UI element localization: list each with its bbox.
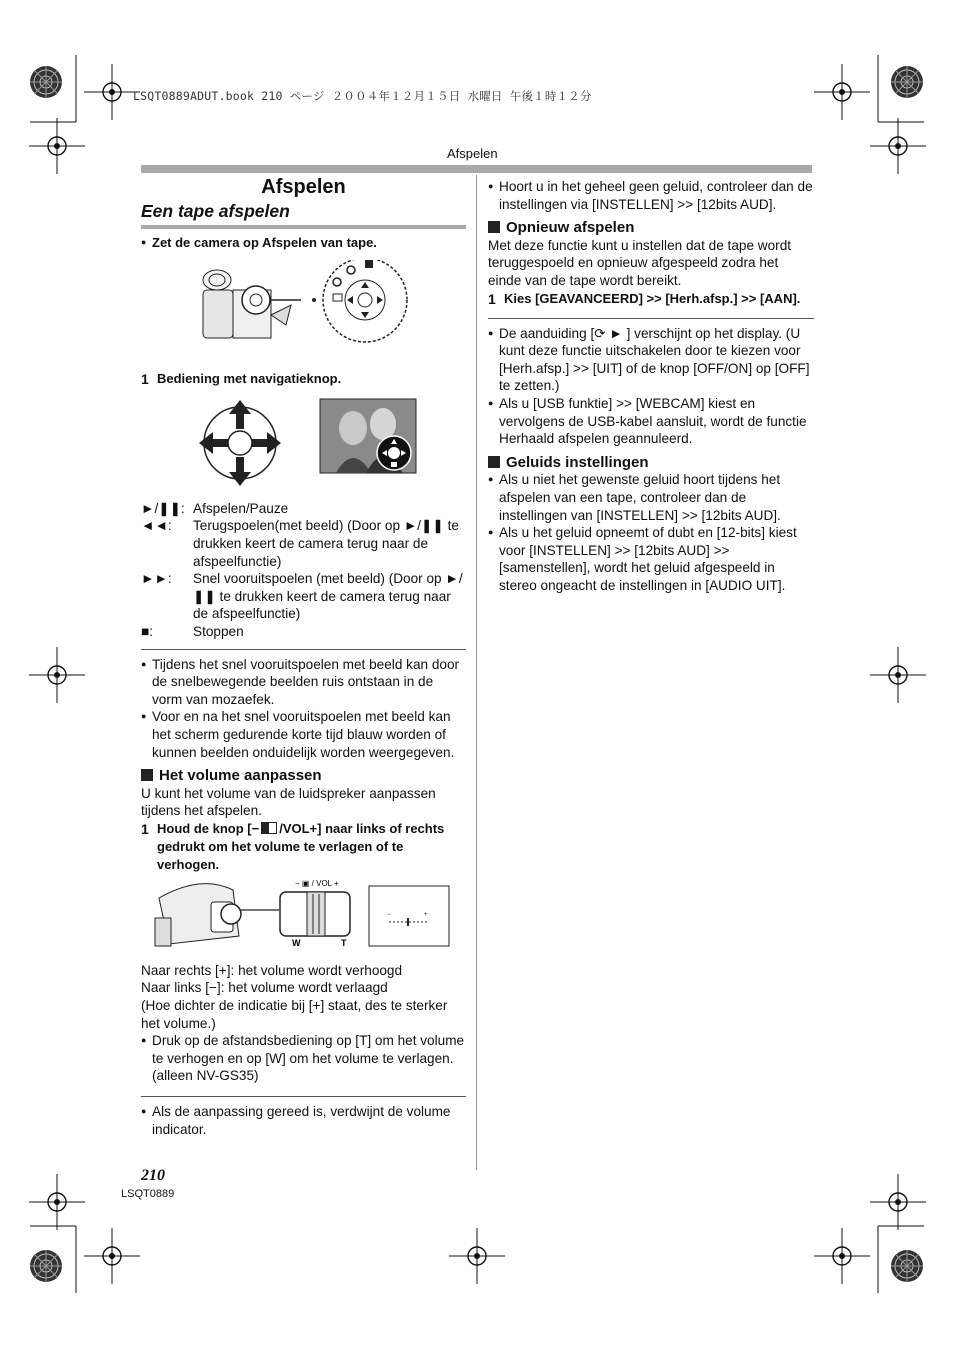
section-heading-repeat [488, 219, 814, 237]
section-heading-text: Opnieuw afspelen [506, 219, 635, 237]
step-number: 1 [488, 290, 496, 307]
camera-body-illustration [203, 270, 301, 338]
volume-line: (Hoe dichter de indicatie bij [+] staat, des te sterker het volume.) [141, 998, 448, 1031]
volume-remote-bullet: ● Druk op de afstandsbediening op [T] om het volume te verhogen en op [W] om het volume te verlagen. (alleen NV-GS35) [141, 1032, 466, 1085]
svg-text:−: − [387, 911, 391, 918]
step-1 [141, 370, 466, 388]
step-1-number: 1 [141, 370, 149, 387]
joystick-illustration [199, 400, 281, 486]
key-row-stop [141, 623, 466, 641]
divider [141, 649, 466, 650]
square-bullet-icon [141, 769, 153, 781]
section-heading-volume [141, 767, 466, 785]
key-function-list [141, 500, 466, 641]
playback-screen-illustration [320, 399, 416, 473]
vol-lever-illustration [280, 892, 350, 936]
key-row-play-pause [141, 500, 466, 518]
step-number: 1 [141, 820, 149, 837]
step-text-start: Houd de knop [− [157, 820, 260, 836]
repeat-intro: Met deze functie kunt u instellen dat de tape wordt teruggespoeld en opnieuw afgespeeld zodra het einde van de tape wordt bereikt. [488, 237, 792, 288]
key-label: ■: [141, 623, 153, 639]
square-bullet-icon [488, 221, 500, 233]
right-column [488, 178, 814, 594]
key-description: Snel vooruitspoelen (met beeld) (Door op ►/❚❚ te drukken keert de camera terug naar de afspeelfunctie) [193, 571, 463, 622]
print-info-line: LSQT0889ADUT.book 210 ページ ２００４年１２月１５日 水曜日 午後１時１２分 [133, 89, 592, 103]
key-row-rewind [141, 517, 466, 570]
volume-line: Naar rechts [+]: het volume wordt verhoogd [141, 962, 403, 978]
mode-dial-illustration [323, 260, 407, 342]
volume-line: Naar links [−]: het volume wordt verlaagd [141, 980, 388, 996]
section-subtitle: Een tape afspelen [141, 203, 466, 230]
note-bullet: ● Als u het geluid opneemt of dubt en [12-bits] kiest voor [INSTELLEN] >> [12bits AUD] >> [samenstellen], wordt het geluid afgespeeld in stereo ongeacht de instellingen in [AUDIO UIT]. [488, 524, 814, 594]
page-title: Afspelen [261, 176, 346, 198]
header-bar [141, 165, 812, 173]
note-bullet: ● Als de aanpassing gereed is, verdwijnt de volume indicator. [141, 1103, 466, 1138]
divider [488, 318, 814, 319]
step-text-end: /VOL+] naar links of rechts gedrukt om het volume te verlagen of te verhogen. [157, 820, 445, 872]
section-heading-text: Het volume aanpassen [159, 767, 322, 785]
key-description: Terugspoelen(met beeld) (Door op ►/❚❚ te drukken keert de camera terug naar de afspeelfunctie) [193, 518, 459, 569]
page-code: LSQT0889 [121, 1188, 175, 1200]
t-label: T [341, 937, 347, 948]
vol-lever-label: − ▣ / VOL + [295, 879, 339, 888]
note-bullet: ● Tijdens het snel vooruitspoelen met beeld kan door de snelbewegende beelden ruis ontstaan in de vorm van mozaefek. [141, 656, 466, 709]
repeat-step-1 [488, 290, 814, 308]
section-heading-text: Geluids instellingen [506, 453, 649, 471]
navigation-joystick-figure [141, 398, 466, 494]
w-label: W [292, 937, 301, 948]
divider [141, 1096, 466, 1097]
key-label: ◄◄: [141, 518, 172, 534]
volume-indicator-screen [369, 886, 449, 946]
note-bullet: ● De aanduiding [⟳ ► ] verschijnt op het display. (U kunt deze functie uitschakelen door te kiezen voor [Herh.afsp.] >> [UIT] of de knop [OFF/ON] op [OFF] te zetten.) [488, 325, 814, 395]
key-label: ►►: [141, 571, 172, 587]
volume-step-1 [141, 820, 466, 874]
left-column [141, 176, 466, 1138]
camera-mode-dial-figure [141, 260, 466, 366]
key-description: Stoppen [193, 623, 244, 639]
square-bullet-icon [488, 456, 500, 468]
note-bullet: ● Hoort u in het geheel geen geluid, controleer dan de instellingen via [INSTELLEN] >> [12bits AUD]. [488, 178, 814, 213]
key-row-fast-forward [141, 570, 466, 623]
note-bullet: ● Als u [USB funktie] >> [WEBCAM] kiest en vervolgens de USB-kabel aansluit, wordt de functie Herhaald afspelen geannuleerd. [488, 395, 814, 448]
step-text: Kies [GEAVANCEERD] >> [Herh.afsp.] >> [AAN]. [504, 290, 801, 306]
key-description: Afspelen/Pauze [193, 500, 289, 516]
running-head: Afspelen [447, 146, 498, 161]
volume-intro: U kunt het volume van de luidspreker aanpassen tijdens het afspelen. [141, 785, 436, 819]
page-number: 210 [141, 1167, 165, 1184]
zoom-icon [261, 822, 277, 834]
volume-lever-figure [141, 880, 466, 956]
intro-bullet: ● Zet de camera op Afspelen van tape. [141, 234, 466, 252]
key-label: ►/❚❚: [141, 500, 185, 516]
section-heading-sound [488, 454, 814, 472]
note-bullet: ● Voor en na het snel vooruitspoelen met beeld kan het scherm gedurende korte tijd blauw worden of kunnen beelden onduidelijk worden weergegeven. [141, 708, 466, 761]
column-divider [476, 175, 477, 1170]
svg-text:+: + [424, 911, 428, 918]
camera-side-illustration [155, 883, 279, 945]
step-1-text: Bediening met navigatieknop. [157, 370, 342, 386]
note-bullet: ● Als u niet het gewenste geluid hoort tijdens het afspelen van een tape, controleer dan de instellingen van [INSTELLEN] >> [12bits AUD]. [488, 471, 814, 524]
